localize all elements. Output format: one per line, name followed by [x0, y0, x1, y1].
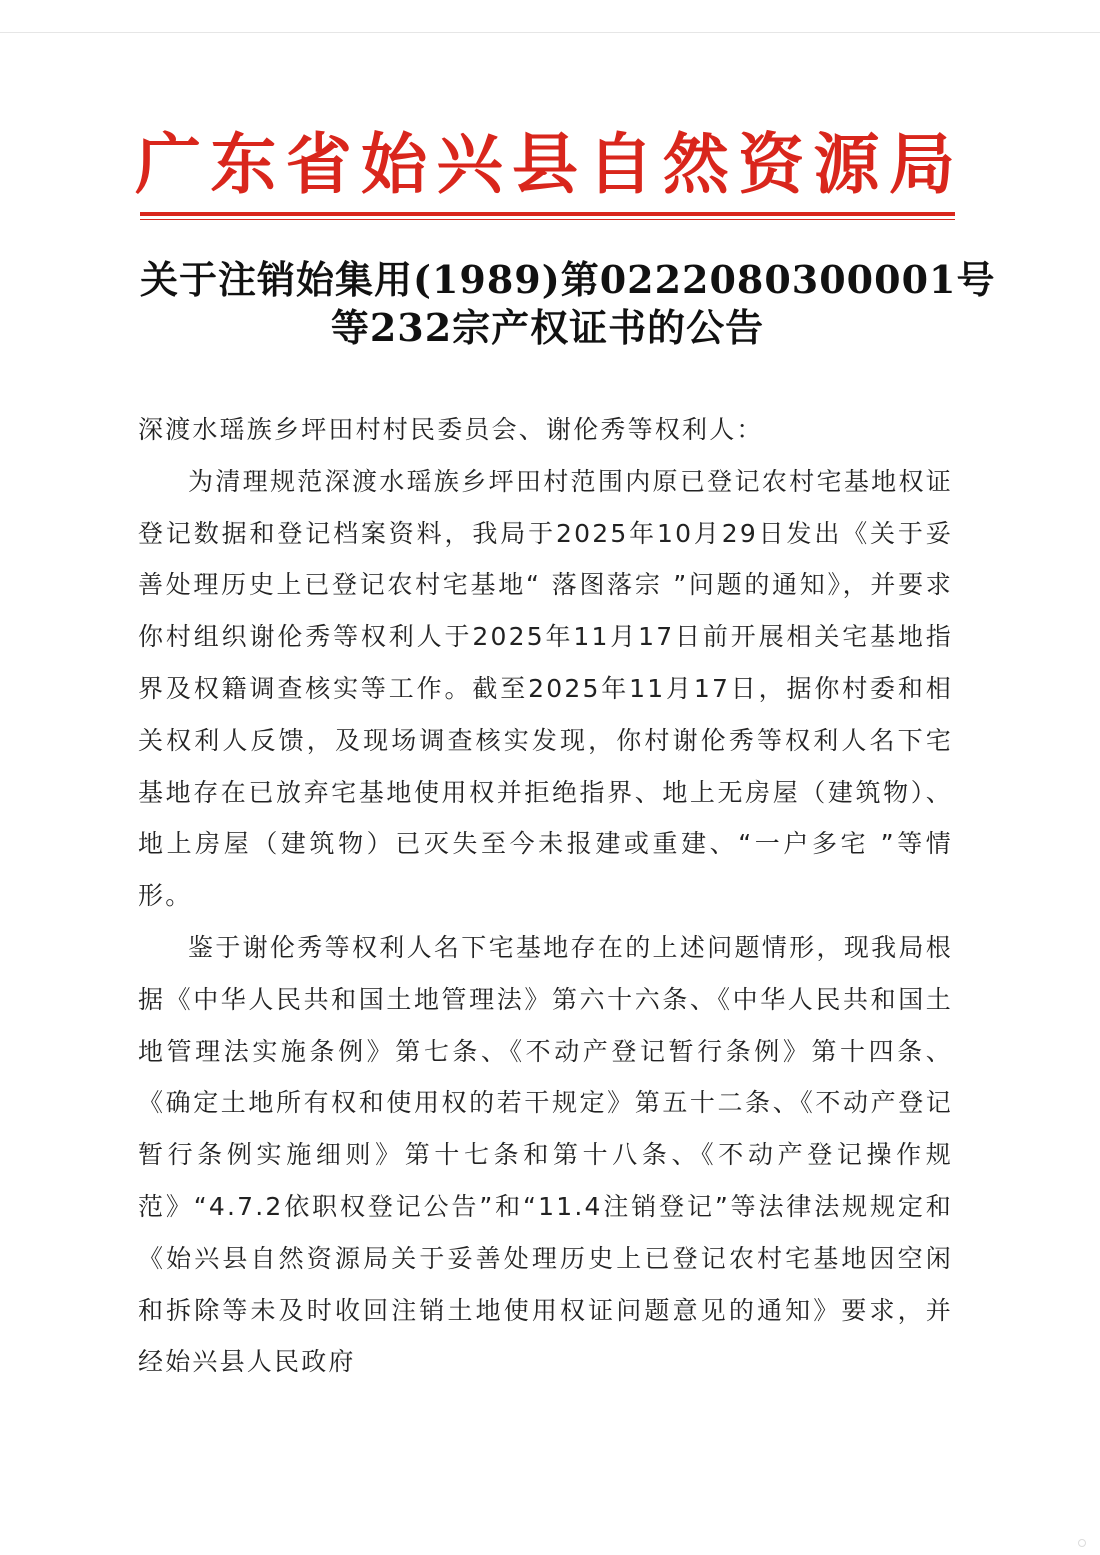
masthead-char: 自: [587, 126, 654, 203]
masthead-char: 省: [285, 126, 352, 203]
document-title: [140, 256, 996, 352]
masthead-char: 兴: [436, 126, 503, 203]
body-paragraph-1: 为清理规范深渡水瑶族乡坪田村范围内原已登记农村宅基地权证登记数据和登记档案资料，我局于2025年10月29日发出《关于妥善处理历史上已登记农村宅基地“ 落图落宗 ”问题的通知》，并要求你村组织谢伦秀等权利人于2025年11月17日前开展相关宅基地指界及权籍调查核实等工作。截至2025年11月17日，据你村委和相关权利人反馈，及现场调查核实发现，你村谢伦秀等权利人名下宅基地存在已放弃宅基地使用权并拒绝指界、地上无房屋（建筑物）、地上房屋（建筑物）已灭失至今未报建或重建、“一户多宅 ”等情形。: [138, 466, 953, 911]
masthead-char: 始: [361, 126, 428, 203]
masthead-char: 广: [135, 126, 201, 203]
masthead-char: 局: [888, 126, 955, 203]
scan-top-edge: [0, 32, 1100, 33]
masthead-divider: [140, 212, 955, 216]
masthead-char: 县: [511, 126, 578, 203]
agency-masthead: [135, 120, 955, 210]
scan-corner-mark: [1078, 1539, 1086, 1547]
masthead-char: 东: [210, 126, 277, 203]
body-paragraph-2: 鉴于谢伦秀等权利人名下宅基地存在的上述问题情形，现我局根据《中华人民共和国土地管理法》第六十六条、《中华人民共和国土地管理法实施条例》第七条、《不动产登记暂行条例》第十四条、《确定土地所有权和使用权的若干规定》第五十二条、《不动产登记暂行条例实施细则》第十七条和第十八条、《不动产登记操作规范》“4.7.2依职权登记公告”和“11.4注销登记”等法律法规规定和《始兴县自然资源局关于妥善处理历史上已登记农村宅基地因空闲和拆除等未及时收回注销土地使用权证问题意见的通知》要求，并经始兴县人民政府: [138, 932, 953, 1377]
masthead-divider-thin: [140, 219, 955, 220]
masthead-char: 源: [813, 126, 880, 203]
title-line-1: 关于注销始集用(1989)第0222080300001号: [140, 257, 996, 302]
title-line-2: 等232宗产权证书的公告: [330, 305, 765, 350]
masthead-char: 资: [738, 126, 805, 203]
salutation: 深渡水瑶族乡坪田村村民委员会、谢伦秀等权利人：: [138, 415, 764, 444]
document-body: [138, 404, 953, 1388]
masthead-char: 然: [662, 126, 729, 203]
